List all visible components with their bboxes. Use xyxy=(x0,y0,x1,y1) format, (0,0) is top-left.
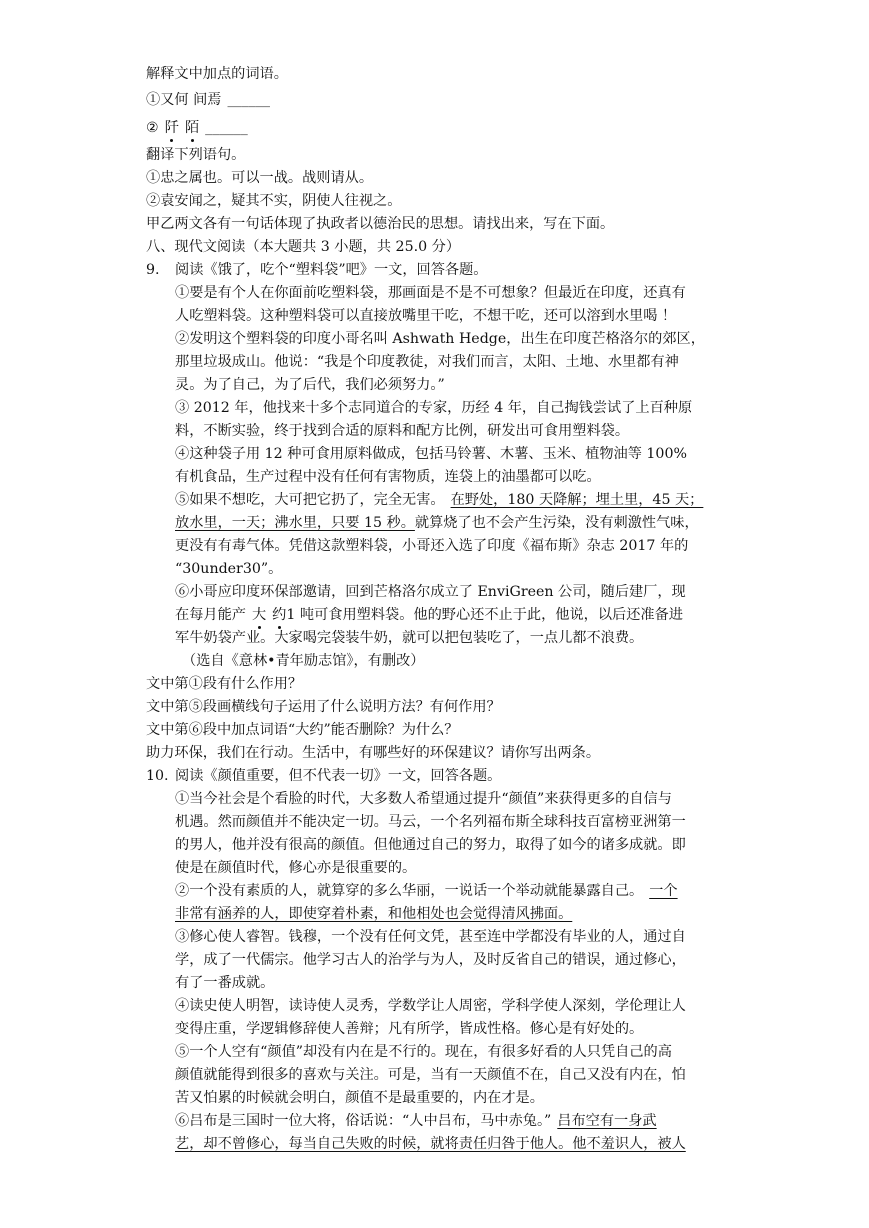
passage-line: 变得庄重，学逻辑修辞使人善辩；凡有所学，皆成性格。修心是有好处的。 xyxy=(175,1021,644,1037)
passage-line: 使是在颜值时代，修心亦是很重要的。 xyxy=(175,860,417,876)
question-10-number: 10. xyxy=(146,768,169,784)
answer-blank-2: ______ xyxy=(205,120,248,136)
question-10-header xyxy=(146,766,502,786)
passage-line: ③ 2012 年，他找来十多个志同道合的专家，历经 4 年，自己掏钱尝试了上百种原 xyxy=(175,400,693,416)
passage-line: 那里垃圾成山。他说：“我是个印度教徒，对我们而言，太阳、土地、水里都有神 xyxy=(175,354,679,370)
paragraph-6-text: 1 吨可食用塑料袋。他的野心还不止于此，他说，以后还准备进 xyxy=(286,607,683,623)
paragraph-6-text: ⑥吕布是三国时一位大将，俗话说：“人中吕布，马中赤兔。” xyxy=(175,1113,552,1129)
dotted-char-qian: 阡 xyxy=(164,120,179,136)
underlined-sentence: 非常有涵养的人，即使穿着朴素，和他相处也会觉得清风拂面。 xyxy=(175,906,573,922)
passage-line: ④读史使人明智，读诗使人灵秀，学数学让人周密，学科学使人深刻，学伦理让人 xyxy=(175,998,686,1014)
passage-line: ⑥小哥应印度环保部邀请，回到芒格洛尔成立了 EnviGreen 公司，随后建厂，现 xyxy=(175,584,686,600)
underlined-sentence: 艺，却不曾修心，每当自己失败的时候，就将责任归咎于他人。他不羞识人，被人 xyxy=(175,1136,686,1152)
passage-line: 学，成了一代儒宗。他学习古人的治学与为人，及时反省自己的错误，通过修心， xyxy=(175,952,686,968)
dotted-char-da: 大 xyxy=(251,607,267,623)
underlined-sentence: 放水里，一天；沸水里，只要 15 秒。 xyxy=(175,515,415,531)
underlined-sentence: 一个 xyxy=(649,883,678,899)
word-1-text: ①又何 间焉 xyxy=(146,92,222,108)
underlined-sentence: 吕布空有一身武 xyxy=(557,1113,657,1129)
passage-line xyxy=(175,1111,657,1131)
passage-line: “30under30”。 xyxy=(175,561,283,577)
passage-line: 更没有有毒气体。凭借这款塑料袋，小哥还入选了印度《福布斯》杂志 2017 年的 xyxy=(175,538,689,554)
passage-line: 机遇。然而颜值并不能决定一切。马云，一个名列福布斯全球科技百富榜亚洲第一 xyxy=(175,814,686,830)
passage-line: ⑤一个人空有“颜值”却没有内在是不行的。现在，有很多好看的人只凭自己的高 xyxy=(175,1044,672,1060)
question-translate: 翻译下列语句。 xyxy=(146,147,246,163)
passage-line xyxy=(175,490,703,510)
passage-line: ②发明这个塑料袋的印度小哥名叫 Ashwath Hedge，出生在印度芒格洛尔的郊区， xyxy=(175,331,705,347)
passage-line: 有机食品，生产过程中没有任何有害物质，连袋上的油墨都可以吃。 xyxy=(175,469,601,485)
passage-line: 苦又怕累的时候就会明白，颜值不是最重要的，内在才是。 xyxy=(175,1090,544,1106)
question-9-number: 9. xyxy=(146,262,160,278)
word-2-number: ② xyxy=(146,120,159,136)
sub-question: 文中第⑤段画横线句子运用了什么说明方法？有何作用？ xyxy=(146,699,501,715)
sub-question: 助力环保，我们在行动。生活中，有哪些好的环保建议？请你写出两条。 xyxy=(146,745,601,761)
question-explain-words: 解释文中加点的词语。 xyxy=(146,66,288,82)
passage-line: ④这种袋子用 12 种可食用原料做成，包括马铃薯、木薯、玉米、植物油等 100% xyxy=(175,446,687,462)
paragraph-2-text: ②一个没有素质的人，就算穿的多么华丽，一说话一个举动就能暴露自己。 xyxy=(175,883,644,899)
passage-line: 人吃塑料袋。这种塑料袋可以直接放嘴里干吃，不想干吃，还可以溶到水里喝 ！ xyxy=(175,308,677,324)
dotted-char-yue: 约 xyxy=(272,607,287,623)
passage-line xyxy=(175,513,699,533)
passage-line xyxy=(175,881,678,901)
passage-line: ①要是有个人在你面前吃塑料袋，那画面是不是不可想象？但最近在印度，还真有 xyxy=(175,285,686,301)
question-explain-word-2 xyxy=(146,118,248,138)
passage-line xyxy=(175,1134,686,1154)
question-9-instruction: 阅读《饿了，吃个“塑料袋”吧》一文，回答各题。 xyxy=(175,262,488,278)
translate-sentence-1: ①忠之属也。可以一战。战则请从。 xyxy=(146,170,374,186)
passage-line: 料，不断实验，终于找到合适的原料和配方比例，研发出可食用塑料袋。 xyxy=(175,423,630,439)
passage-line: ①当今社会是个看脸的时代，大多数人希望通过提升“颜值”来获得更多的自信与 xyxy=(175,791,672,807)
passage-line: 颜值就能得到很多的喜欢与关注。可是，当有一天颜值不在，自己又没有内在，怕 xyxy=(175,1067,686,1083)
translate-sentence-2: ②袁安闻之，疑其不实，阴使人往视之。 xyxy=(146,193,402,209)
passage-line: 有了一番成就。 xyxy=(175,975,275,991)
question-explain-word-1 xyxy=(146,90,270,110)
passage-source: （选自《意林•青年励志馆》，有删改） xyxy=(182,653,425,669)
passage-line: 灵。为了自己，为了后代，我们必须努力。” xyxy=(175,377,445,393)
question-9-header xyxy=(146,260,488,280)
paragraph-5-text: ⑤如果不想吃，大可把它扔了，完全无害。 xyxy=(175,492,445,508)
passage-line: 的男人，他并没有很高的颜值。但他通过自己的努力，取得了如今的诸多成就。即 xyxy=(175,837,686,853)
question-find-sentence: 甲乙两文各有一句话体现了执政者以德治民的思想。请找出来，写在下面。 xyxy=(146,216,615,232)
question-10-instruction: 阅读《颜值重要，但不代表一切》一文，回答各题。 xyxy=(175,768,502,784)
section-heading-8: 八、现代文阅读（本大题共 3 小题，共 25.0 分） xyxy=(146,239,461,255)
dotted-char-mo: 陌 xyxy=(184,120,200,136)
passage-line xyxy=(175,605,683,625)
paragraph-6-text: 在每月能产 xyxy=(175,607,246,623)
passage-line: ③修心使人睿智。钱穆，一个没有任何文凭，甚至连中学都没有毕业的人，通过自 xyxy=(175,929,686,945)
sub-question: 文中第①段有什么作用？ xyxy=(146,676,303,692)
underlined-sentence: 在野处，180 天降解；埋土里，45 天； xyxy=(450,492,704,508)
answer-blank-1: ______ xyxy=(227,92,271,108)
passage-line: 军牛奶袋产业。大家喝完袋装牛奶，就可以把包装吃了，一点儿都不浪费。 xyxy=(175,630,644,646)
passage-line xyxy=(175,904,572,924)
paragraph-5-text: 就算烧了也不会产生污染，没有刺激性气味， xyxy=(414,515,699,531)
sub-question: 文中第⑥段中加点词语“大约”能否删除？为什么？ xyxy=(146,722,459,738)
